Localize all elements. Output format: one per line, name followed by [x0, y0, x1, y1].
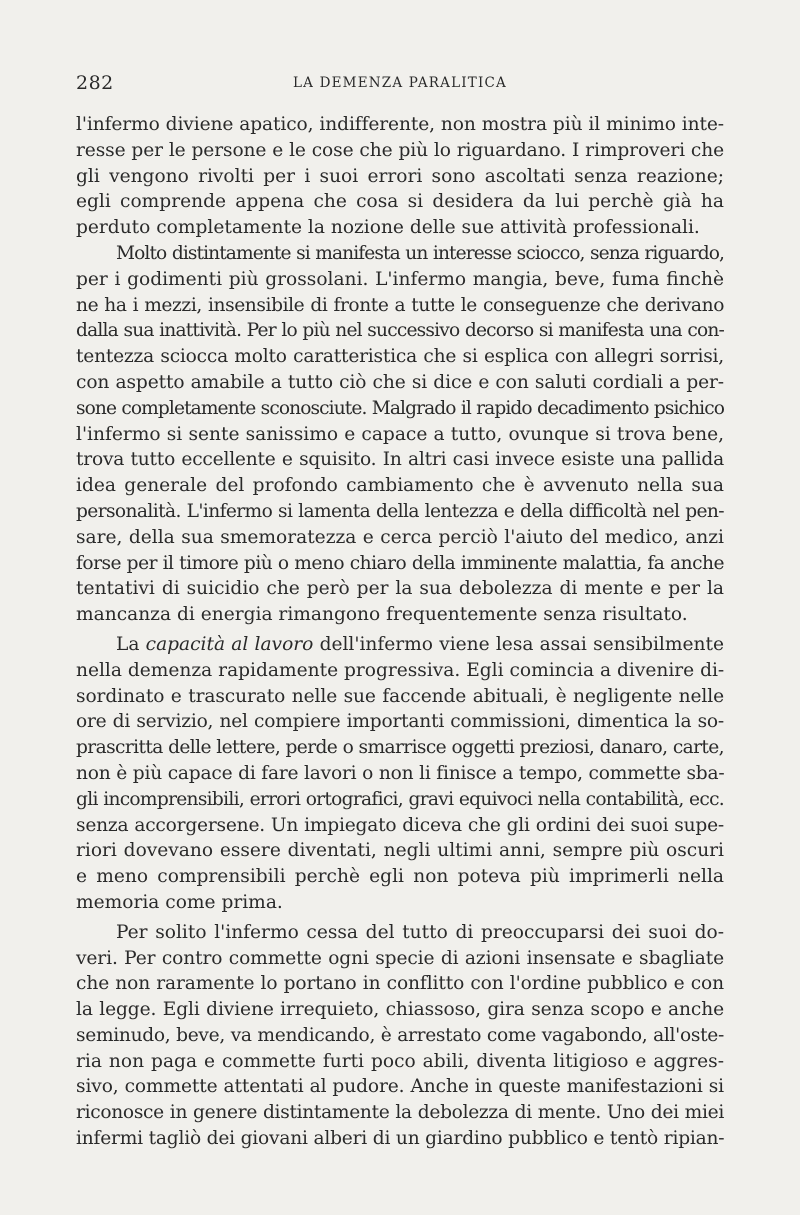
text-line: mancanza di energia rimangono frequentemente senza risultato.: [76, 604, 688, 626]
text-line: prascritta delle lettere, perde o smarrisce oggetti preziosi, danaro, carte,: [76, 737, 724, 759]
text-line: riori dovevano essere diventati, negli ultimi anni, sempre più oscuri: [76, 840, 724, 862]
text-line: che non raramente lo portano in conflitto con l'ordine pubblico e con: [76, 973, 724, 995]
text-line: sone completamente sconosciute. Malgrado il rapido decadimento psichico: [76, 397, 724, 419]
page-header: [76, 72, 724, 96]
text-line: per i godimenti più grossolani. L'infermo mangia, beve, fuma finchè: [76, 268, 724, 290]
text-line: tentativi di suicidio che però per la sua debolezza di mente e per la: [76, 578, 724, 600]
text-line: l'infermo diviene apatico, indifferente, non mostra più il minimo inte-: [76, 114, 724, 135]
text-line: e meno comprensibili perchè egli non poteva più imprimerli nella: [76, 866, 724, 888]
text-line: Molto distintamente si manifesta un interesse sciocco, senza riguardo,: [116, 242, 724, 264]
text-line: ne ha i mezzi, insensibile di fronte a tutte le conseguenze che derivano: [76, 294, 724, 316]
text-line: gli incomprensibili, errori ortografici, gravi equivoci nella contabilità, ecc.: [76, 788, 724, 810]
text-line: infermi tagliò dei giovani alberi di un giardino pubblico e tentò ripian-: [76, 1128, 725, 1150]
text-line: non è più capace di fare lavori o non li finisce a tempo, commette sba-: [76, 762, 725, 784]
italic-term: capacità al lavoro: [145, 633, 314, 655]
text-line: egli comprende appena che cosa si desidera da lui perchè già ha: [76, 191, 724, 213]
text-line: sivo, commette attentati al pudore. Anche in queste manifestazioni si: [76, 1076, 724, 1098]
text-line: la legge. Egli diviene irrequieto, chiassoso, gira senza scopo e anche: [76, 999, 724, 1021]
text-line: resse per le persone e le cose che più lo riguardano. I rimproveri che: [76, 139, 724, 161]
text-line: Per solito l'infermo cessa del tutto di preoccuparsi dei suoi do-: [116, 921, 724, 943]
text-line: sare, della sua smemoratezza e cerca perciò l'aiuto del medico, anzi: [76, 526, 724, 548]
text-line: sordinato e trascurato nelle sue faccende abituali, è negligente nelle: [76, 685, 724, 707]
text-line: nella demenza rapidamente progressiva. Egli comincia a divenire di-: [76, 659, 725, 681]
text-line: [76, 632, 724, 658]
text-line: tentezza sciocca molto caratteristica che si esplica con allegri sorrisi,: [76, 346, 724, 368]
text-line: trova tutto eccellente e squisito. In altri casi invece esiste una pallida: [76, 449, 724, 471]
body-text: [76, 112, 724, 1152]
text-line: gli vengono rivolti per i suoi errori sono ascoltati senza reazione;: [76, 165, 724, 187]
text-line: dalla sua inattività. Per lo più nel successivo decorso si manifesta una con-: [76, 320, 724, 342]
text-line: l'infermo si sente sanissimo e capace a tutto, ovunque si trova bene,: [76, 423, 724, 445]
text-line: seminudo, beve, va mendicando, è arrestato come vagabondo, all'oste-: [76, 1024, 724, 1046]
text-line: riconosce in genere distintamente la debolezza di mente. Uno dei miei: [76, 1102, 724, 1124]
text-line: senza accorgersene. Un impiegato diceva che gli ordini dei suoi supe-: [76, 814, 724, 836]
page-number: 282: [76, 72, 114, 94]
text-line: ria non paga e commette furti poco abili, diventa litigioso e aggres-: [76, 1050, 724, 1072]
text-line: perduto completamente la nozione delle sue attività professionali.: [76, 217, 700, 239]
text-line: ore di servizio, nel compiere importanti commissioni, dimentica la so-: [76, 711, 724, 733]
text-fragment: La: [116, 633, 140, 655]
text-line: personalità. L'infermo si lamenta della lentezza e della difficoltà nel pen-: [76, 500, 724, 522]
text-line: con aspetto amabile a tutto ciò che si dice e con saluti cordiali a per-: [76, 371, 724, 393]
running-head: LA DEMENZA PARALITICA: [292, 75, 507, 91]
text-line: veri. Per contro commette ogni specie di azioni insensate e sbagliate: [76, 947, 724, 969]
text-line: idea generale del profondo cambiamento che è avvenuto nella sua: [76, 475, 724, 497]
text-line: memoria come prima.: [76, 891, 283, 913]
text-line: forse per il timore più o meno chiaro della imminente malattia, fa anche: [76, 552, 724, 574]
text-fragment: dell'infermo viene lesa assai sensibilmente: [319, 633, 724, 655]
